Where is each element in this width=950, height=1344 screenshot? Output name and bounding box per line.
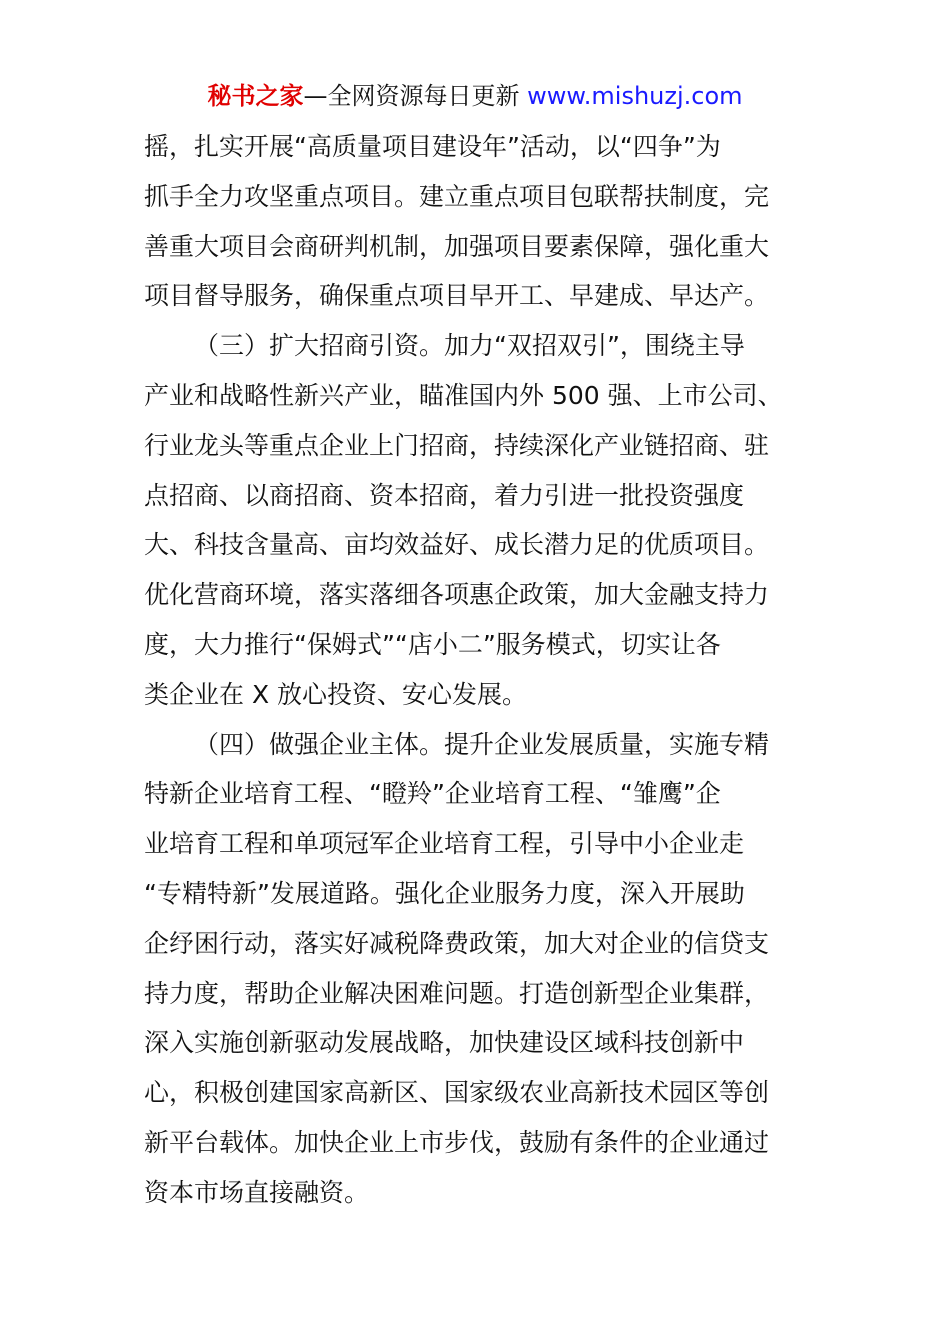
text-line: 抓手全力攻坚重点项目。建立重点项目包联帮扶制度，完 [144,181,770,211]
page-header [0,80,950,112]
text-line: 产业和战略性新兴产业，瞄准国内外 500 强、上市公司、 [144,380,783,410]
text-line: “专精特新”发展道路。强化企业服务力度，深入开展助 [144,878,745,908]
text-line: 度，大力推行“保姆式”“店小二”服务模式，切实让各 [144,629,721,659]
text-line: 资本市场直接融资。 [144,1177,370,1207]
text-line: 项目督导服务，确保重点项目早开工、早建成、早达产。 [144,281,770,311]
text-line: 心，积极创建国家高新区、国家级农业高新技术园区等创 [144,1078,770,1108]
text-line: 业培育工程和单项冠军企业培育工程，引导中小企业走 [144,829,745,859]
text-line: 点招商、以商招商、资本招商，着力引进一批投资强度 [144,480,745,510]
section-3-heading-line: （三）扩大招商引资。加力“双招双引”，围绕主导 [194,331,745,361]
site-brand: 秘书之家 [207,82,304,110]
text-line: 持力度，帮助企业解决困难问题。打造创新型企业集群， [144,978,770,1008]
header-tagline: —全网资源每日更新 [303,82,520,110]
text-line: 优化营商环境，落实落细各项惠企政策，加大金融支持力 [144,580,770,610]
text-line: 摇，扎实开展“高质量项目建设年”活动，以“四争”为 [144,132,721,161]
document-body [144,122,810,1218]
text-line: 企纾困行动，落实好减税降费政策，加大对企业的信贷支 [144,928,770,958]
text-line: 深入实施创新驱动发展战略，加快建设区域科技创新中 [144,1028,745,1058]
site-url[interactable]: www.mishuzj.com [527,82,743,110]
text-line: 大、科技含量高、亩均效益好、成长潜力足的优质项目。 [144,530,770,560]
text-line: 行业龙头等重点企业上门招商，持续深化产业链招商、驻 [144,430,770,460]
text-line: 特新企业培育工程、“瞪羚”企业培育工程、“雏鹰”企 [144,779,721,809]
text-line: 类企业在 X 放心投资、安心发展。 [144,679,528,709]
text-line: 善重大项目会商研判机制，加强项目要素保障，强化重大 [144,231,770,261]
section-4-heading-line: （四）做强企业主体。提升企业发展质量，实施专精 [194,729,770,759]
text-line: 新平台载体。加快企业上市步伐，鼓励有条件的企业通过 [144,1127,770,1157]
